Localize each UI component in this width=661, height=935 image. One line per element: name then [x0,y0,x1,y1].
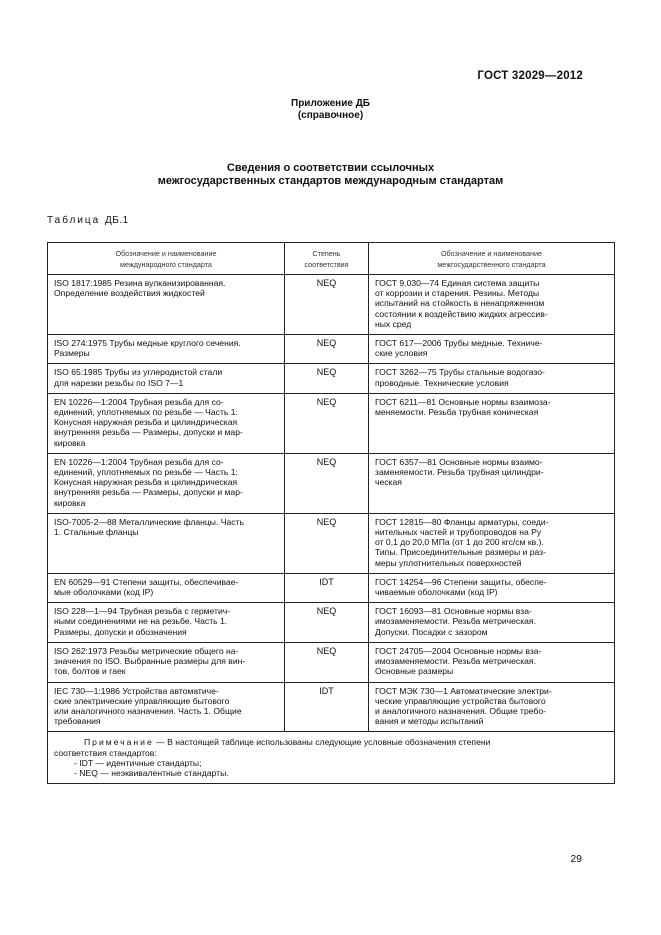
national-standard-cell-line: ГОСТ 9.030—74 Единая система защиты [375,278,540,288]
international-standard-cell-line: единений, уплотняемых по резьбе — Часть 1: [54,467,238,478]
note-list-item: - IDT — идентичные стандарты; [74,757,202,768]
international-standard-cell-line: значения по ISO. Выбранные размеры для вин- [54,656,246,667]
international-standard-cell-line: ными соединениями не на резьбе. Часть 1. [54,616,228,627]
international-standard-cell-line: ISO 274:1975 Трубы медные круглого сечения. [54,338,241,349]
international-standard-cell-line: ISO 1817:1985 Резина вулканизированная. [54,278,226,288]
international-standard-cell-line: EN 10226—1:2004 Трубная резьба для со- [54,396,224,407]
appendix-kind: (справочное) [297,110,364,121]
note-text: — В настоящей таблице использованы следующие условные обозначения степени [153,737,491,748]
table-row [48,453,615,513]
international-standard-cell [48,275,285,335]
national-standard-cell-line: ГОСТ 617—2006 Трубы медные. Техниче- [375,338,543,349]
national-standard-cell-line: ские условия [375,348,428,359]
international-standard-cell-line: кировка [54,437,86,448]
international-standard-cell-line: мые оболочками (код IP) [54,587,154,598]
international-standard-cell [48,642,285,682]
national-standard-cell-line: меры уплотнительных поверхностей [375,557,522,568]
table-row [48,275,615,335]
international-standard-cell [48,513,285,573]
national-standard-cell-line: ГОСТ 3262—75 Трубы стальные водогазо- [375,367,545,378]
national-standard-cell [369,453,615,513]
international-standard-cell-line: ISO 262:1973 Резьбы метрические общего на- [54,645,239,656]
international-standard-cell-line: Размеры [54,348,90,359]
national-standard-cell-line: и аналогичного назначения. Общие требо- [375,705,546,716]
national-standard-cell-line: состоянии к воздействию жидких агрессив- [375,308,548,319]
section-heading-line-1: Сведения о соответствии ссылочных [226,162,435,174]
international-standard-cell-line: требования [54,716,101,727]
international-standard-cell-line: внутренняя резьба — Размеры, допуски и мар- [54,427,243,438]
column-header-degree: Степень соответствия [285,243,369,275]
table-row [48,642,615,682]
international-standard-cell-line: тов, болтов и гаек [54,666,126,677]
degree-cell: NEQ [285,364,369,393]
degree-cell: NEQ [285,513,369,573]
international-standard-cell-line: для нарезки резьбы по ISO 7—1 [54,377,184,388]
national-standard-cell-line: чиваемые оболочками (код IP) [375,587,498,598]
international-standard-cell [48,364,285,393]
national-standard-cell-line: испытаний на стойкость в ненапряженном [375,298,545,309]
national-standard-cell-line: заменяемости. Резьба трубная цилиндри- [375,467,544,478]
degree-cell: NEQ [285,275,369,335]
column-header-international: Обозначение и наименование международного стандарта [48,243,285,275]
international-standard-cell-line: ISO 65:1985 Трубы из углеродистой стали [54,367,223,378]
international-standard-cell-line: кировка [54,497,86,508]
international-standard-cell-line: ISO-7005-2—88 Металлические фланцы. Часть [54,516,244,527]
degree-cell: NEQ [285,453,369,513]
national-standard-cell-line: ГОСТ 6357—81 Основные нормы взаимо- [375,456,543,467]
international-standard-cell [48,682,285,732]
national-standard-cell-line: ГОСТ 6211—81 Основные нормы взаимоза- [375,396,551,407]
appendix-heading [0,98,661,122]
national-standard-cell-line: от коррозии и старения. Резины. Методы [375,288,540,299]
national-standard-cell [369,682,615,732]
international-standard-cell-line: EN 10226—1:2004 Трубная резьба для со- [54,456,224,467]
table-row [48,573,615,602]
international-standard-cell-line: EN 60529—91 Степени защиты, обеспечивае- [54,576,239,587]
national-standard-cell [369,364,615,393]
degree-cell: NEQ [285,642,369,682]
international-standard-cell-line: ISO 228—1—94 Трубная резьба с герметич- [54,606,231,617]
national-standard-cell-line: ГОСТ 24705—2004 Основные нормы вза- [375,645,542,656]
table-caption-number: ДБ.1 [105,215,129,226]
table-note [48,732,615,784]
national-standard-cell-line: вания и методы испытаний [375,716,484,727]
table-caption-prefix: Таблица [47,215,101,226]
international-standard-cell-line: ские электрические управляющие бытового [54,695,230,706]
section-heading-line-2: межгосударственных стандартов международным стандартам [157,175,504,187]
national-standard-cell [369,642,615,682]
table-row [48,393,615,453]
national-standard-cell-line: ГОСТ МЭК 730—1 Автоматические электри- [375,685,552,696]
table-caption [47,215,129,226]
table-row [48,682,615,732]
table-row [48,513,615,573]
international-standard-cell-line: внутренняя резьба — Размеры, допуски и мар- [54,487,243,498]
national-standard-cell-line: от 0,1 до 20,0 МПа (от 1 до 200 кгс/см кв.). [375,537,544,548]
international-standard-cell [48,393,285,453]
degree-cell: IDT [285,573,369,602]
table-body [48,275,615,784]
national-standard-cell-line: имозаменяемости. Резьба метрическая. [375,616,536,627]
national-standard-cell-line: Допуски. Посадки с зазором [375,626,488,637]
note-list-item: - NEQ — неэквивалентные стандарты. [74,767,229,778]
international-standard-cell-line: IEC 730—1:1986 Устройства автоматиче- [54,685,219,696]
international-standard-cell-line: или аналогичного назначения. Часть 1. Общие [54,705,242,716]
appendix-title: Приложение ДБ [291,98,370,109]
national-standard-cell [369,335,615,364]
page-number: 29 [570,853,582,865]
national-standard-cell-line: проводные. Технические условия [375,377,509,388]
national-standard-cell-line: меняемости. Резьба трубная коническая [375,407,539,418]
national-standard-cell [369,393,615,453]
national-standard-cell-line: Основные размеры [375,666,454,677]
national-standard-cell-line: Типы. Присоединительные размеры и раз- [375,547,546,558]
national-standard-cell [369,573,615,602]
national-standard-cell [369,603,615,643]
international-standard-cell-line: единений, уплотняемых по резьбе — Часть 1: [54,407,238,418]
international-standard-cell [48,335,285,364]
international-standard-cell-line: Определение воздействия жидкостей [54,288,205,299]
national-standard-cell-line: ческие управляющие устройства бытового [375,695,546,706]
national-standard-cell-line: ГОСТ 12815—80 Фланцы арматуры, соеди- [375,516,549,527]
degree-cell: IDT [285,682,369,732]
international-standard-cell-line: 1. Стальные фланцы [54,527,139,538]
degree-cell: NEQ [285,603,369,643]
international-standard-cell [48,573,285,602]
international-standard-cell [48,453,285,513]
national-standard-cell [369,513,615,573]
degree-cell: NEQ [285,393,369,453]
table-row [48,364,615,393]
national-standard-cell-line: имозаменяемости. Резьба метрическая. [375,656,536,667]
international-standard-cell [48,603,285,643]
correspondence-table [47,242,615,784]
note-label: Примечание [84,737,154,748]
table-row [48,603,615,643]
international-standard-cell-line: Размеры, допуски и обозначения [54,626,187,637]
section-heading [0,162,661,188]
national-standard-cell-line: ческая [375,477,402,488]
national-standard-cell [369,275,615,335]
note-second-line: соответствия стандартов: [54,747,157,758]
table-note-row [48,732,615,784]
international-standard-cell-line: Конусная наружная резьба и цилиндрическая [54,477,238,488]
national-standard-cell-line: ГОСТ 16093—81 Основные нормы вза- [375,606,532,617]
document-code: ГОСТ 32029—2012 [477,70,583,82]
table-row [48,335,615,364]
degree-cell: NEQ [285,335,369,364]
column-header-national: Обозначение и наименование межгосударственного стандарта [369,243,615,275]
international-standard-cell-line: Конусная наружная резьба и цилиндрическая [54,417,238,428]
note-first-line [84,737,608,747]
table-header-row [48,243,615,275]
national-standard-cell-line: нительных частей и трубопроводов на Ру [375,527,542,538]
national-standard-cell-line: ГОСТ 14254—96 Степени защиты, обеспе- [375,576,547,587]
national-standard-cell-line: ных сред [375,318,412,329]
